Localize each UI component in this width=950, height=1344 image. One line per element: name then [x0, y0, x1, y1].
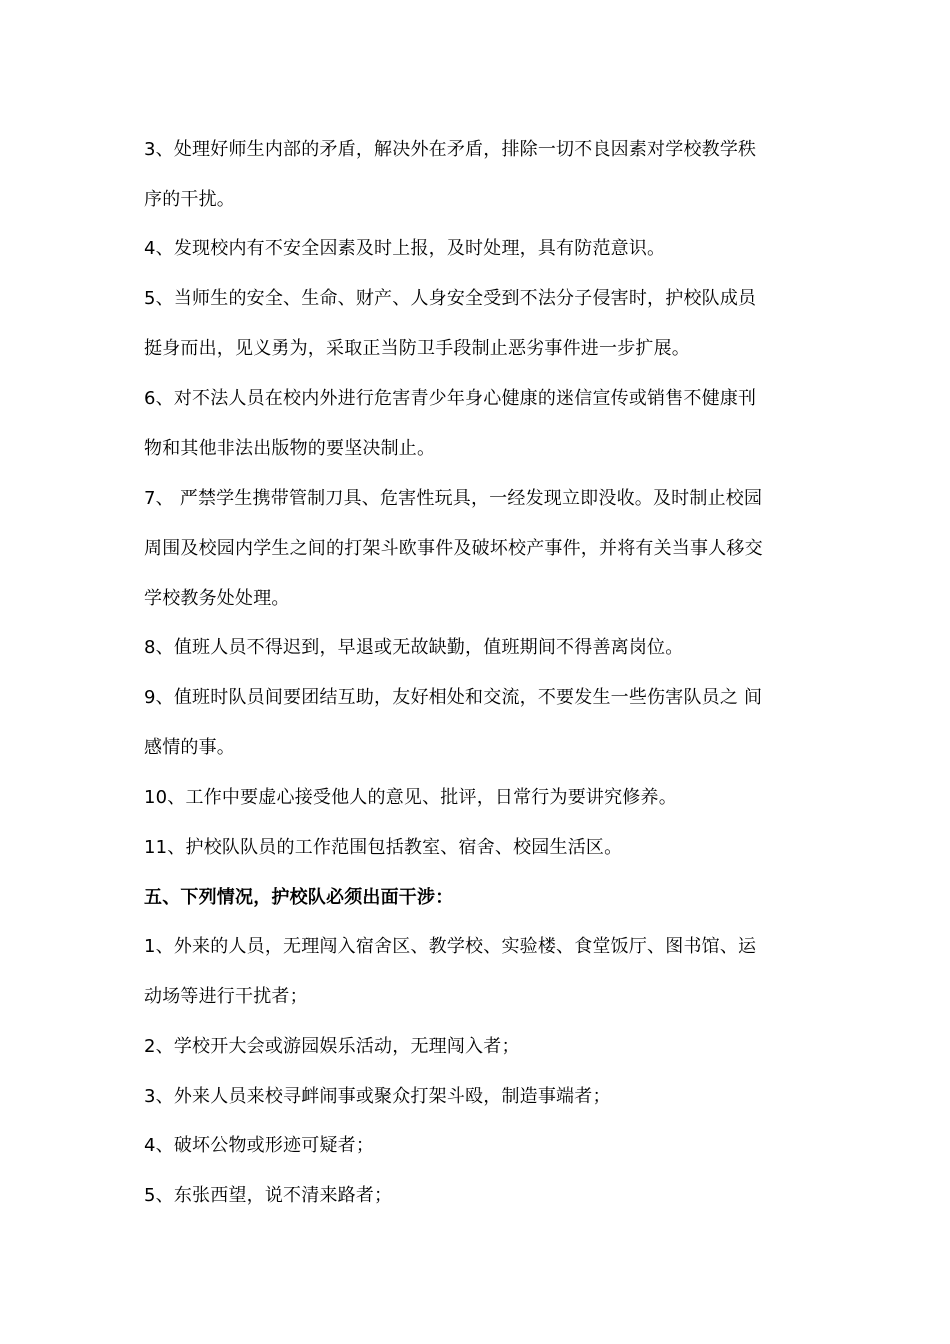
item-1-line-2: 动场等进行干扰者；	[144, 986, 308, 1007]
paragraph-7-line-1: 7、 严禁学生携带管制刀具、危害性玩具，一经发现立即没收。及时制止校园	[144, 488, 763, 509]
paragraph-5-line-1: 5、当师生的安全、生命、财产、人身安全受到不法分子侵害时，护校队成员	[144, 288, 757, 309]
paragraph-5-line-2: 挺身而出，见义勇为，采取正当防卫手段制止恶劣事件进一步扩展。	[144, 338, 690, 359]
paragraph-9-line-1: 9、值班时队员间要团结互助，友好相处和交流，不要发生一些伤害队员之 间	[144, 687, 763, 708]
paragraph-7-line-2: 周围及校园内学生之间的打架斗欧事件及破坏校产事件，并将有关当事人移交	[144, 538, 763, 559]
paragraph-4: 4、发现校内有不安全因素及时上报，及时处理，具有防范意识。	[144, 238, 666, 259]
paragraph-6-line-2: 物和其他非法出版物的要坚决制止。	[144, 438, 436, 459]
paragraph-3-line-2: 序的干扰。	[144, 189, 235, 210]
item-5: 5、东张西望，说不清来路者；	[144, 1185, 393, 1206]
paragraph-7-line-3: 学校教务处处理。	[144, 588, 290, 609]
paragraph-10: 10、工作中要虚心接受他人的意见、批评，日常行为要讲究修养。	[144, 787, 677, 808]
item-4: 4、破坏公物或形迹可疑者；	[144, 1135, 375, 1156]
paragraph-9-line-2: 感情的事。	[144, 737, 235, 758]
paragraph-6-line-1: 6、对不法人员在校内外进行危害青少年身心健康的迷信宣传或销售不健康刊	[144, 388, 757, 409]
paragraph-11: 11、护校队队员的工作范围包括教室、宿舍、校园生活区。	[144, 837, 623, 858]
item-3: 3、外来人员来校寻衅闹事或聚众打架斗殴，制造事端者；	[144, 1086, 611, 1107]
paragraph-8: 8、值班人员不得迟到，早退或无故缺勤，值班期间不得善离岗位。	[144, 637, 684, 658]
paragraph-3-line-1: 3、处理好师生内部的矛盾，解决外在矛盾，排除一切不良因素对学校教学秩	[144, 139, 757, 160]
item-1-line-1: 1、外来的人员，无理闯入宿舍区、教学校、实验楼、食堂饭厅、图书馆、运	[144, 936, 757, 957]
item-2: 2、学校开大会或游园娱乐活动，无理闯入者；	[144, 1036, 520, 1057]
section-heading-5: 五、下列情况，护校队必须出面干涉：	[144, 887, 454, 908]
